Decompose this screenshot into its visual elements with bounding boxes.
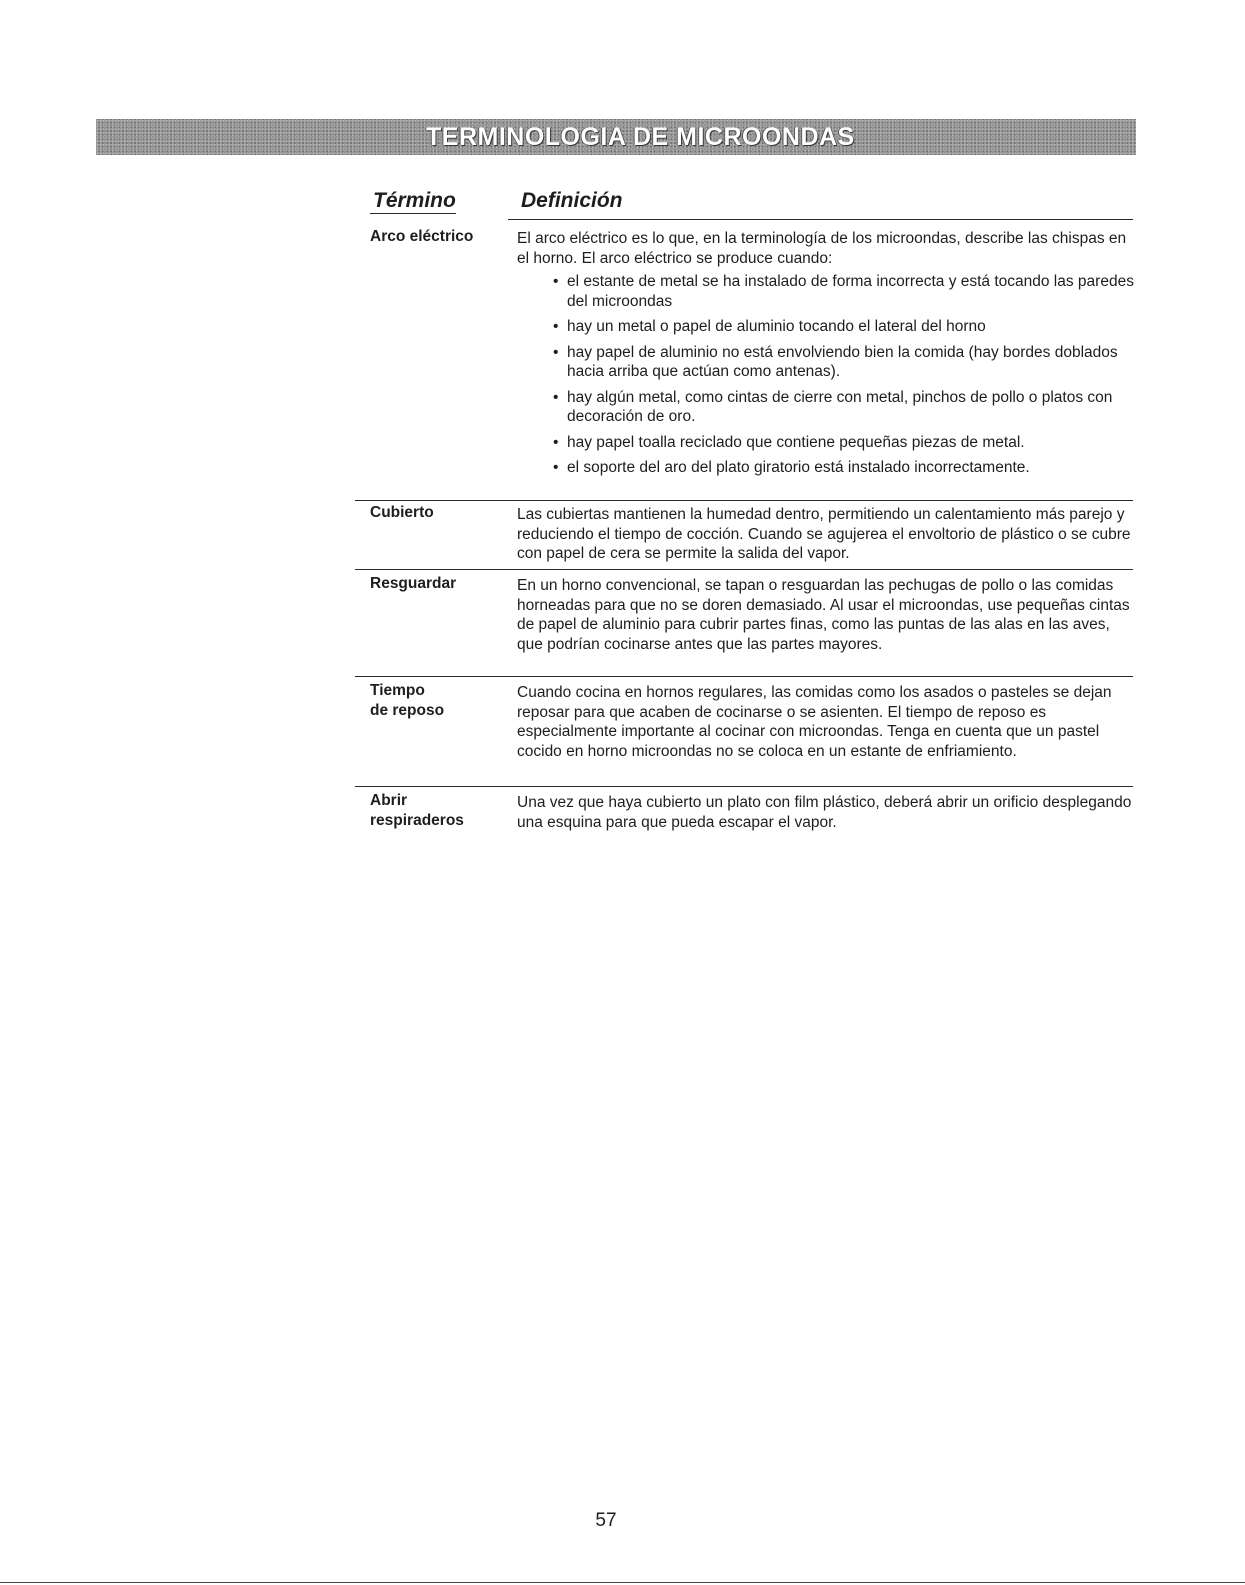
- definition-abrir-respiraderos: [517, 793, 1135, 832]
- definition-cubierto: [517, 505, 1135, 564]
- row-divider: [355, 500, 1133, 501]
- section-banner: [96, 119, 1136, 155]
- list-item: • el soporte del aro del plato giratorio está instalado incorrectamente.: [551, 458, 1135, 478]
- term-line: Tiempo: [370, 682, 425, 699]
- list-item: • hay algún metal, como cintas de cierre con metal, pinchos de pollo o platos con decoración de oro.: [551, 388, 1135, 427]
- term-abrir-respiraderos: [370, 791, 510, 830]
- column-header-term: Término: [373, 189, 456, 212]
- term-tiempo-de-reposo: [370, 681, 510, 720]
- term-line: Abrir: [370, 792, 408, 809]
- header-rule-definition: [508, 219, 1133, 220]
- definition-arco-electrico: [517, 229, 1135, 484]
- definition-text: En un horno convencional, se tapan o resguardan las pechugas de pollo o las comidas horneadas para que no se doren demasiado. Al usar el microondas, use pequeñas cintas de papel de aluminio para cubrir partes finas, como las puntas de las alas en las aves, que podrían cocinarse antes que las partes mayores.: [517, 577, 1130, 653]
- bottom-edge-rule: [0, 1582, 1245, 1583]
- condition-list: [517, 272, 1135, 478]
- definition-tiempo-de-reposo: [517, 683, 1135, 761]
- definition-text: Cuando cocina en hornos regulares, las comidas como los asados o pasteles se dejan reposar para que acaben de cocinarse o se asienten. El tiempo de reposo es especialmente importante al cocinar con microondas. Tenga en cuenta que un pastel cocido en horno microondas no se coloca en un estante de enfriamiento.: [517, 684, 1112, 760]
- term-cubierto: Cubierto: [370, 504, 434, 521]
- term-line: respiraderos: [370, 811, 464, 829]
- definition-text: El arco eléctrico es lo que, en la terminología de los microondas, describe las chispas en el horno. El arco eléctrico se produce cuando:: [517, 230, 1127, 267]
- definition-text: Una vez que haya cubierto un plato con film plástico, deberá abrir un orificio desplegando una esquina para que pueda escapar el vapor.: [517, 794, 1132, 831]
- definition-resguardar: [517, 576, 1135, 654]
- page-number: 57: [595, 1510, 617, 1531]
- row-divider: [355, 786, 1133, 787]
- list-item: • hay papel de aluminio no está envolviendo bien la comida (hay bordes doblados hacia arriba que actúan como antenas).: [551, 343, 1135, 382]
- term-arco-electrico: Arco eléctrico: [370, 228, 474, 245]
- term-line: de reposo: [370, 701, 445, 719]
- column-header-definition: Definición: [521, 189, 623, 212]
- list-item: • hay papel toalla reciclado que contiene pequeñas piezas de metal.: [551, 433, 1135, 453]
- list-item: • hay un metal o papel de aluminio tocando el lateral del horno: [551, 317, 1135, 337]
- list-item: • el estante de metal se ha instalado de forma incorrecta y está tocando las paredes del microondas: [551, 272, 1135, 311]
- row-divider: [355, 569, 1133, 570]
- section-title: TERMINOLOGIA DE MICROONDAS: [426, 123, 855, 151]
- definition-text: Las cubiertas mantienen la humedad dentro, permitiendo un calentamiento más parejo y reduciendo el tiempo de cocción. Cuando se agujerea el envoltorio de plástico o se cubre con papel de cera se permite la salida del vapor.: [517, 506, 1131, 562]
- term-resguardar: Resguardar: [370, 575, 457, 592]
- row-divider: [355, 676, 1133, 677]
- header-rule-term: [370, 213, 456, 214]
